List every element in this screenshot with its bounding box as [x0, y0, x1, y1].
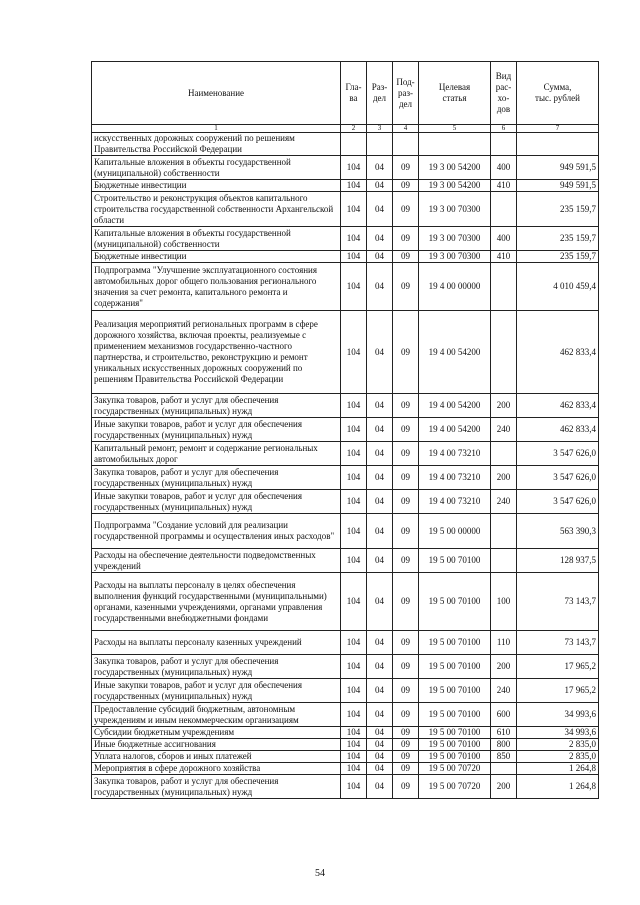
row-section: 04 — [367, 703, 393, 727]
row-target: 19 5 00 70720 — [419, 763, 491, 775]
row-target: 19 3 00 70300 — [419, 251, 491, 263]
row-section: 04 — [367, 466, 393, 490]
row-section: 04 — [367, 490, 393, 514]
row-kind: 240 — [491, 490, 517, 514]
row-kind — [491, 514, 517, 549]
col-header-sum: Сумма, тыс. рублей — [517, 62, 599, 125]
row-sum: 1 264,8 — [517, 775, 599, 799]
col-header-subsection: Под- раз- дел — [393, 62, 419, 125]
row-section: 04 — [367, 311, 393, 394]
row-target: 19 5 00 70100 — [419, 751, 491, 763]
col-header-name: Наименование — [92, 62, 341, 125]
row-kind: 410 — [491, 251, 517, 263]
row-subsection — [393, 133, 419, 156]
row-sum: 3 547 626,0 — [517, 442, 599, 466]
row-sum: 949 591,5 — [517, 180, 599, 192]
row-kind — [491, 192, 517, 227]
row-section: 04 — [367, 227, 393, 251]
row-subsection: 09 — [393, 514, 419, 549]
table-row — [92, 739, 599, 751]
row-chapter: 104 — [341, 227, 367, 251]
row-chapter: 104 — [341, 442, 367, 466]
row-sum: 34 993,6 — [517, 727, 599, 739]
table-row — [92, 573, 599, 631]
table-row — [92, 727, 599, 739]
row-sum: 563 390,3 — [517, 514, 599, 549]
row-kind — [491, 133, 517, 156]
row-chapter: 104 — [341, 679, 367, 703]
row-chapter: 104 — [341, 192, 367, 227]
row-chapter: 104 — [341, 180, 367, 192]
row-sum: 3 547 626,0 — [517, 490, 599, 514]
row-sum: 462 833,4 — [517, 418, 599, 442]
table-body — [92, 133, 599, 799]
row-section: 04 — [367, 263, 393, 311]
row-chapter: 104 — [341, 631, 367, 655]
row-chapter: 104 — [341, 418, 367, 442]
row-subsection: 09 — [393, 394, 419, 418]
row-subsection: 09 — [393, 180, 419, 192]
table-row — [92, 442, 599, 466]
row-name: Закупка товаров, работ и услуг для обеспечения государственных (муниципальных) нужд — [92, 655, 341, 679]
row-chapter: 104 — [341, 263, 367, 311]
row-subsection: 09 — [393, 263, 419, 311]
row-name: Капитальный ремонт, ремонт и содержание региональных автомобильных дорог — [92, 442, 341, 466]
row-subsection: 09 — [393, 573, 419, 631]
row-kind: 410 — [491, 180, 517, 192]
table-row — [92, 156, 599, 180]
row-name: Иные закупки товаров, работ и услуг для обеспечения государственных (муниципальных) нужд — [92, 490, 341, 514]
row-subsection: 09 — [393, 631, 419, 655]
row-sum: 235 159,7 — [517, 227, 599, 251]
budget-table — [91, 61, 599, 799]
row-chapter: 104 — [341, 573, 367, 631]
row-subsection: 09 — [393, 192, 419, 227]
table-row — [92, 394, 599, 418]
row-target: 19 5 00 70100 — [419, 679, 491, 703]
row-subsection: 09 — [393, 490, 419, 514]
table-row — [92, 133, 599, 156]
table-row — [92, 227, 599, 251]
row-section: 04 — [367, 739, 393, 751]
row-chapter: 104 — [341, 775, 367, 799]
row-subsection: 09 — [393, 655, 419, 679]
table-row — [92, 679, 599, 703]
row-kind — [491, 263, 517, 311]
row-subsection: 09 — [393, 418, 419, 442]
row-target: 19 4 00 73210 — [419, 490, 491, 514]
row-name: Бюджетные инвестиции — [92, 180, 341, 192]
page-number: 54 — [315, 868, 325, 879]
row-section: 04 — [367, 192, 393, 227]
row-kind — [491, 549, 517, 573]
row-subsection: 09 — [393, 751, 419, 763]
row-sum: 462 833,4 — [517, 394, 599, 418]
table-row — [92, 655, 599, 679]
row-section: 04 — [367, 573, 393, 631]
row-subsection: 09 — [393, 227, 419, 251]
row-target: 19 3 00 70300 — [419, 227, 491, 251]
row-kind: 610 — [491, 727, 517, 739]
col-header-target: Целевая статья — [419, 62, 491, 125]
row-subsection: 09 — [393, 156, 419, 180]
row-target: 19 5 00 70100 — [419, 703, 491, 727]
row-sum: 17 965,2 — [517, 655, 599, 679]
row-chapter: 104 — [341, 549, 367, 573]
row-section — [367, 133, 393, 156]
row-target: 19 5 00 70100 — [419, 549, 491, 573]
row-target: 19 5 00 70100 — [419, 727, 491, 739]
table-row — [92, 775, 599, 799]
row-name: Мероприятия в сфере дорожного хозяйства — [92, 763, 341, 775]
row-name: Капитальные вложения в объекты государственной (муниципальной) собственности — [92, 227, 341, 251]
row-kind: 400 — [491, 227, 517, 251]
row-sum: 1 264,8 — [517, 763, 599, 775]
row-section: 04 — [367, 251, 393, 263]
table-row — [92, 631, 599, 655]
row-kind — [491, 311, 517, 394]
row-section: 04 — [367, 679, 393, 703]
row-target: 19 3 00 54200 — [419, 156, 491, 180]
header-row — [92, 62, 599, 125]
row-section: 04 — [367, 394, 393, 418]
row-section: 04 — [367, 775, 393, 799]
row-sum: 235 159,7 — [517, 192, 599, 227]
row-name: Субсидии бюджетным учреждениям — [92, 727, 341, 739]
table-row — [92, 703, 599, 727]
row-kind: 400 — [491, 156, 517, 180]
row-target: 19 4 00 54200 — [419, 418, 491, 442]
table-row — [92, 192, 599, 227]
row-section: 04 — [367, 727, 393, 739]
row-subsection: 09 — [393, 251, 419, 263]
col-number: 4 — [393, 125, 419, 133]
row-name: Расходы на выплаты персоналу в целях обеспечения выполнения функций государственными (муниципальными) органами, казенными учреждениями, органами управления государственными внебюджетными фондами — [92, 573, 341, 631]
row-kind — [491, 442, 517, 466]
table-row — [92, 763, 599, 775]
table-row — [92, 251, 599, 263]
row-kind: 200 — [491, 655, 517, 679]
row-name: Иные бюджетные ассигнования — [92, 739, 341, 751]
row-kind — [491, 763, 517, 775]
row-name: искусственных дорожных сооружений по решениям Правительства Российской Федерации — [92, 133, 341, 156]
row-kind: 800 — [491, 739, 517, 751]
row-subsection: 09 — [393, 775, 419, 799]
row-subsection: 09 — [393, 727, 419, 739]
row-target — [419, 133, 491, 156]
row-target: 19 4 00 54200 — [419, 394, 491, 418]
row-chapter: 104 — [341, 311, 367, 394]
row-sum: 2 835,0 — [517, 739, 599, 751]
row-kind: 240 — [491, 679, 517, 703]
table-row — [92, 418, 599, 442]
row-section: 04 — [367, 418, 393, 442]
row-kind: 600 — [491, 703, 517, 727]
table-row — [92, 466, 599, 490]
row-name: Подпрограмма "Создание условий для реализации государственной программы и осуществления иных расходов" — [92, 514, 341, 549]
row-name: Уплата налогов, сборов и иных платежей — [92, 751, 341, 763]
row-subsection: 09 — [393, 311, 419, 394]
row-chapter: 104 — [341, 514, 367, 549]
row-subsection: 09 — [393, 442, 419, 466]
row-kind: 850 — [491, 751, 517, 763]
row-kind: 110 — [491, 631, 517, 655]
row-chapter: 104 — [341, 156, 367, 180]
row-name: Реализация мероприятий региональных программ в сфере дорожного хозяйства, включая проекты, реализуемые с применением механизмов государственно-частного партнерства, и строительство, реконструкцию и ремонт уникальных искусственных дорожных сооружений по решениям Правительства Российской Федерации — [92, 311, 341, 394]
row-chapter: 104 — [341, 727, 367, 739]
row-target: 19 5 00 70100 — [419, 739, 491, 751]
row-sum: 73 143,7 — [517, 573, 599, 631]
table-row — [92, 490, 599, 514]
row-section: 04 — [367, 631, 393, 655]
row-section: 04 — [367, 156, 393, 180]
row-kind: 200 — [491, 775, 517, 799]
row-target: 19 5 00 00000 — [419, 514, 491, 549]
row-name: Расходы на выплаты персоналу казенных учреждений — [92, 631, 341, 655]
col-number: 6 — [491, 125, 517, 133]
row-sum: 4 010 459,4 — [517, 263, 599, 311]
row-sum — [517, 133, 599, 156]
row-name: Расходы на обеспечение деятельности подведомственных учреждений — [92, 549, 341, 573]
row-target: 19 3 00 54200 — [419, 180, 491, 192]
row-name: Иные закупки товаров, работ и услуг для обеспечения государственных (муниципальных) нужд — [92, 679, 341, 703]
col-number: 7 — [517, 125, 599, 133]
table-row — [92, 751, 599, 763]
row-name: Закупка товаров, работ и услуг для обеспечения государственных (муниципальных) нужд — [92, 775, 341, 799]
row-name: Подпрограмма "Улучшение эксплуатационного состояния автомобильных дорог общего пользования регионального значения за счет ремонта, капитального ремонта и содержания" — [92, 263, 341, 311]
row-target: 19 4 00 54200 — [419, 311, 491, 394]
col-number: 2 — [341, 125, 367, 133]
col-header-kind: Вид рас- хо- дов — [491, 62, 517, 125]
row-sum: 949 591,5 — [517, 156, 599, 180]
row-target: 19 5 00 70100 — [419, 631, 491, 655]
row-name: Закупка товаров, работ и услуг для обеспечения государственных (муниципальных) нужд — [92, 394, 341, 418]
row-name: Капитальные вложения в объекты государственной (муниципальной) собственности — [92, 156, 341, 180]
row-section: 04 — [367, 514, 393, 549]
row-target: 19 5 00 70720 — [419, 775, 491, 799]
row-sum: 235 159,7 — [517, 251, 599, 263]
row-chapter: 104 — [341, 739, 367, 751]
table-row — [92, 311, 599, 394]
row-kind: 200 — [491, 466, 517, 490]
col-number: 1 — [92, 125, 341, 133]
col-header-chapter: Гла- ва — [341, 62, 367, 125]
table-header — [92, 62, 599, 133]
row-chapter: 104 — [341, 251, 367, 263]
row-sum: 3 547 626,0 — [517, 466, 599, 490]
row-chapter — [341, 133, 367, 156]
row-target: 19 5 00 70100 — [419, 655, 491, 679]
row-chapter: 104 — [341, 466, 367, 490]
row-sum: 17 965,2 — [517, 679, 599, 703]
row-target: 19 3 00 70300 — [419, 192, 491, 227]
row-target: 19 4 00 73210 — [419, 442, 491, 466]
row-name: Иные закупки товаров, работ и услуг для обеспечения государственных (муниципальных) нужд — [92, 418, 341, 442]
col-header-section: Раз- дел — [367, 62, 393, 125]
row-subsection: 09 — [393, 549, 419, 573]
row-subsection: 09 — [393, 679, 419, 703]
row-section: 04 — [367, 751, 393, 763]
table-row — [92, 263, 599, 311]
row-subsection: 09 — [393, 703, 419, 727]
row-chapter: 104 — [341, 394, 367, 418]
row-section: 04 — [367, 549, 393, 573]
row-subsection: 09 — [393, 466, 419, 490]
row-subsection: 09 — [393, 739, 419, 751]
row-target: 19 5 00 70100 — [419, 573, 491, 631]
col-number: 5 — [419, 125, 491, 133]
header-numbers-row — [92, 125, 599, 133]
table-row — [92, 180, 599, 192]
row-target: 19 4 00 00000 — [419, 263, 491, 311]
row-sum: 462 833,4 — [517, 311, 599, 394]
row-chapter: 104 — [341, 751, 367, 763]
row-section: 04 — [367, 180, 393, 192]
row-kind: 100 — [491, 573, 517, 631]
row-chapter: 104 — [341, 703, 367, 727]
row-chapter: 104 — [341, 763, 367, 775]
row-sum: 2 835,0 — [517, 751, 599, 763]
row-chapter: 104 — [341, 490, 367, 514]
row-kind: 200 — [491, 394, 517, 418]
row-chapter: 104 — [341, 655, 367, 679]
row-sum: 73 143,7 — [517, 631, 599, 655]
row-name: Закупка товаров, работ и услуг для обеспечения государственных (муниципальных) нужд — [92, 466, 341, 490]
row-kind: 240 — [491, 418, 517, 442]
row-subsection: 09 — [393, 763, 419, 775]
row-name: Строительство и реконструкция объектов капитального строительства государственной собственности Архангельской области — [92, 192, 341, 227]
row-target: 19 4 00 73210 — [419, 466, 491, 490]
table-row — [92, 514, 599, 549]
row-section: 04 — [367, 763, 393, 775]
row-section: 04 — [367, 655, 393, 679]
row-name: Предоставление субсидий бюджетным, автономным учреждениям и иным некоммерческим организациям — [92, 703, 341, 727]
row-name: Бюджетные инвестиции — [92, 251, 341, 263]
row-sum: 34 993,6 — [517, 703, 599, 727]
table-row — [92, 549, 599, 573]
row-sum: 128 937,5 — [517, 549, 599, 573]
col-number: 3 — [367, 125, 393, 133]
row-section: 04 — [367, 442, 393, 466]
